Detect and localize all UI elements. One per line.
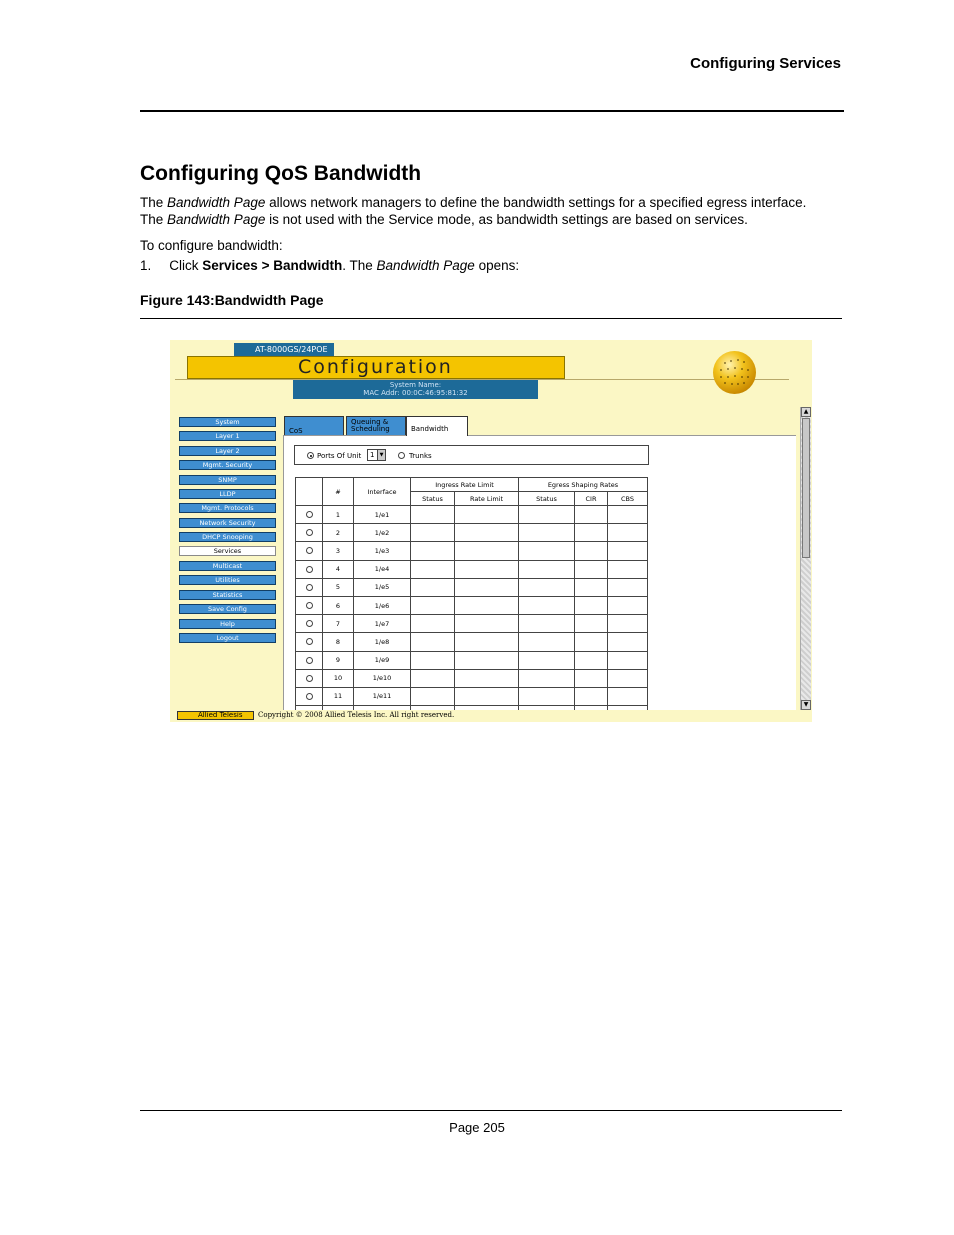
cir-cell — [575, 560, 608, 578]
cbs-cell — [608, 542, 648, 560]
cir-cell — [575, 542, 608, 560]
row-select-cell — [296, 615, 323, 633]
egress-status-cell — [519, 542, 575, 560]
procedure-step-1: 1. Click Services > Bandwidth. The Bandwidth Page opens: — [140, 258, 520, 273]
tab-cos[interactable]: CoS — [284, 416, 344, 436]
egress-status-header: Status — [519, 492, 575, 506]
trunks-label: Trunks — [409, 452, 432, 460]
port-selection-box — [294, 445, 649, 465]
bandwidth-page-screenshot — [170, 340, 812, 722]
table-row — [296, 651, 648, 669]
row-number: 4 — [323, 560, 354, 578]
nav-multicast[interactable]: Multicast — [179, 561, 276, 571]
bandwidth-table — [295, 477, 648, 722]
ingress-status-cell — [411, 578, 455, 596]
cir-cell — [575, 578, 608, 596]
row-radio[interactable] — [306, 620, 313, 627]
nav-save-config[interactable]: Save Config — [179, 604, 276, 614]
row-number: 1 — [323, 506, 354, 524]
egress-status-cell — [519, 506, 575, 524]
ingress-status-cell — [411, 524, 455, 542]
cbs-cell — [608, 615, 648, 633]
section-title: Configuring QoS Bandwidth — [140, 162, 422, 185]
copyright-text: Copyright © 2008 Allied Telesis Inc. All right reserved. — [258, 711, 455, 719]
cir-header: CIR — [575, 492, 608, 506]
row-interface: 1/e9 — [354, 651, 411, 669]
table-row — [296, 578, 648, 596]
row-number: 9 — [323, 651, 354, 669]
ingress-status-cell — [411, 596, 455, 614]
row-select-cell — [296, 596, 323, 614]
cbs-cell — [608, 578, 648, 596]
mac-address: MAC Addr: 00:0C:46:95:81:32 — [363, 389, 468, 397]
row-number: 10 — [323, 669, 354, 687]
nav-services[interactable]: Services — [179, 546, 276, 556]
cir-cell — [575, 596, 608, 614]
ingress-status-cell — [411, 669, 455, 687]
tab-queuing-label-2: Scheduling — [351, 425, 390, 433]
table-row — [296, 615, 648, 633]
table-row — [296, 596, 648, 614]
rate-limit-cell — [455, 651, 519, 669]
nav-dhcp-snooping[interactable]: DHCP Snooping — [179, 532, 276, 542]
row-radio[interactable] — [306, 693, 313, 700]
nav-snmp[interactable]: SNMP — [179, 475, 276, 485]
row-number: 3 — [323, 542, 354, 560]
rate-limit-header: Rate Limit — [455, 492, 519, 506]
row-number: 8 — [323, 633, 354, 651]
row-select-cell — [296, 633, 323, 651]
nav-help[interactable]: Help — [179, 619, 276, 629]
nav-layer-2[interactable]: Layer 2 — [179, 446, 276, 456]
row-select-cell — [296, 506, 323, 524]
nav-lldp[interactable]: LLDP — [179, 489, 276, 499]
ingress-status-cell — [411, 687, 455, 705]
row-interface: 1/e5 — [354, 578, 411, 596]
rate-limit-cell — [455, 633, 519, 651]
nav-logout[interactable]: Logout — [179, 633, 276, 643]
globe-pattern-icon — [713, 351, 756, 394]
row-interface: 1/e10 — [354, 669, 411, 687]
row-interface: 1/e2 — [354, 524, 411, 542]
cbs-cell — [608, 687, 648, 705]
row-interface: 1/e3 — [354, 542, 411, 560]
vertical-scrollbar[interactable] — [800, 407, 811, 710]
row-radio[interactable] — [306, 584, 313, 591]
paragraph-line-2: The Bandwidth Page is not used with the Service mode, as bandwidth settings are based on services. — [140, 212, 748, 227]
allied-telesis-logo: Allied Telesis — [177, 711, 254, 720]
row-interface: 1/e11 — [354, 687, 411, 705]
row-interface: 1/e7 — [354, 615, 411, 633]
row-select-cell — [296, 578, 323, 596]
egress-group-header: Egress Shaping Rates — [519, 478, 648, 492]
rate-limit-cell — [455, 542, 519, 560]
scrollbar-thumb[interactable] — [802, 418, 810, 558]
cir-cell — [575, 651, 608, 669]
system-info — [293, 380, 538, 399]
table-row — [296, 669, 648, 687]
cbs-cell — [608, 524, 648, 542]
cir-cell — [575, 506, 608, 524]
cir-cell — [575, 524, 608, 542]
egress-status-cell — [519, 669, 575, 687]
system-name-label: System Name: — [389, 381, 442, 389]
row-radio[interactable] — [306, 602, 313, 609]
tab-queuing-scheduling[interactable] — [346, 416, 406, 436]
rate-limit-cell — [455, 596, 519, 614]
egress-status-cell — [519, 578, 575, 596]
nav-utilities[interactable]: Utilities — [179, 575, 276, 585]
row-select-cell — [296, 524, 323, 542]
rate-limit-cell — [455, 687, 519, 705]
ingress-status-cell — [411, 560, 455, 578]
row-number: 2 — [323, 524, 354, 542]
unit-select[interactable] — [367, 449, 386, 461]
cbs-cell — [608, 506, 648, 524]
table-row — [296, 687, 648, 705]
number-column-header: # — [323, 478, 354, 506]
ingress-status-cell — [411, 651, 455, 669]
cbs-header: CBS — [608, 492, 648, 506]
nav-layer-1[interactable]: Layer 1 — [179, 431, 276, 441]
row-number: 5 — [323, 578, 354, 596]
row-interface: 1/e6 — [354, 596, 411, 614]
egress-status-cell — [519, 560, 575, 578]
scroll-down-icon[interactable]: ▼ — [801, 700, 811, 710]
trunks-radio[interactable] — [398, 452, 405, 459]
row-radio[interactable] — [306, 675, 313, 682]
ingress-status-header: Status — [411, 492, 455, 506]
cir-cell — [575, 615, 608, 633]
row-number: 11 — [323, 687, 354, 705]
footer-rule — [140, 1110, 842, 1111]
cbs-cell — [608, 560, 648, 578]
nav-system[interactable]: System — [179, 417, 276, 427]
cbs-cell — [608, 651, 648, 669]
nav-statistics[interactable]: Statistics — [179, 590, 276, 600]
row-number: 6 — [323, 596, 354, 614]
figure-caption: Figure 143:Bandwidth Page — [140, 292, 324, 308]
egress-status-cell — [519, 524, 575, 542]
row-radio[interactable] — [306, 566, 313, 573]
rate-limit-cell — [455, 506, 519, 524]
ingress-status-cell — [411, 615, 455, 633]
row-interface: 1/e4 — [354, 560, 411, 578]
tab-bandwidth[interactable]: Bandwidth — [406, 416, 468, 436]
egress-status-cell — [519, 651, 575, 669]
cbs-cell — [608, 596, 648, 614]
rate-limit-cell — [455, 578, 519, 596]
rate-limit-cell — [455, 524, 519, 542]
configuration-title: Configuration — [298, 356, 453, 378]
row-interface: 1/e1 — [354, 506, 411, 524]
row-radio[interactable] — [306, 638, 313, 645]
row-interface: 1/e8 — [354, 633, 411, 651]
row-radio[interactable] — [306, 529, 313, 536]
table-row — [296, 542, 648, 560]
running-header: Configuring Services — [690, 55, 841, 72]
row-select-cell — [296, 687, 323, 705]
ports-of-unit-radio[interactable] — [307, 452, 314, 459]
select-column-header — [296, 478, 323, 506]
ports-of-unit-label: Ports Of Unit — [317, 452, 362, 460]
procedure-intro: To configure bandwidth: — [140, 238, 283, 253]
row-radio[interactable] — [306, 547, 313, 554]
figure-rule — [140, 318, 842, 319]
paragraph-line-1: The Bandwidth Page allows network managers to define the bandwidth settings for a specified egress interface. — [140, 195, 807, 210]
ingress-status-cell — [411, 506, 455, 524]
row-radio[interactable] — [306, 511, 313, 518]
tab-queuing-label-1: Queuing & — [351, 418, 389, 426]
cir-cell — [575, 669, 608, 687]
table-row — [296, 560, 648, 578]
unit-select-value: 1 — [370, 451, 375, 459]
cir-cell — [575, 633, 608, 651]
model-label: AT-8000GS/24POE — [234, 343, 334, 356]
table-row — [296, 633, 648, 651]
rate-limit-cell — [455, 560, 519, 578]
egress-status-cell — [519, 615, 575, 633]
ingress-status-cell — [411, 542, 455, 560]
egress-status-cell — [519, 633, 575, 651]
row-select-cell — [296, 669, 323, 687]
ingress-group-header: Ingress Rate Limit — [411, 478, 519, 492]
table-row — [296, 524, 648, 542]
egress-status-cell — [519, 687, 575, 705]
scroll-up-icon[interactable]: ▲ — [801, 407, 811, 417]
rate-limit-cell — [455, 669, 519, 687]
cbs-cell — [608, 633, 648, 651]
cbs-cell — [608, 669, 648, 687]
nav-network-security[interactable]: Network Security — [179, 518, 276, 528]
header-rule — [140, 110, 844, 112]
cir-cell — [575, 687, 608, 705]
interface-column-header: Interface — [354, 478, 411, 506]
row-select-cell — [296, 651, 323, 669]
nav-mgmt-protocols[interactable]: Mgmt. Protocols — [179, 503, 276, 513]
table-row — [296, 506, 648, 524]
row-select-cell — [296, 560, 323, 578]
row-radio[interactable] — [306, 657, 313, 664]
egress-status-cell — [519, 596, 575, 614]
row-select-cell — [296, 542, 323, 560]
rate-limit-cell — [455, 615, 519, 633]
row-number: 7 — [323, 615, 354, 633]
ingress-status-cell — [411, 633, 455, 651]
nav-mgmt-security[interactable]: Mgmt. Security — [179, 460, 276, 470]
chevron-down-icon: ▼ — [377, 450, 385, 460]
page-number: Page 205 — [449, 1120, 505, 1135]
